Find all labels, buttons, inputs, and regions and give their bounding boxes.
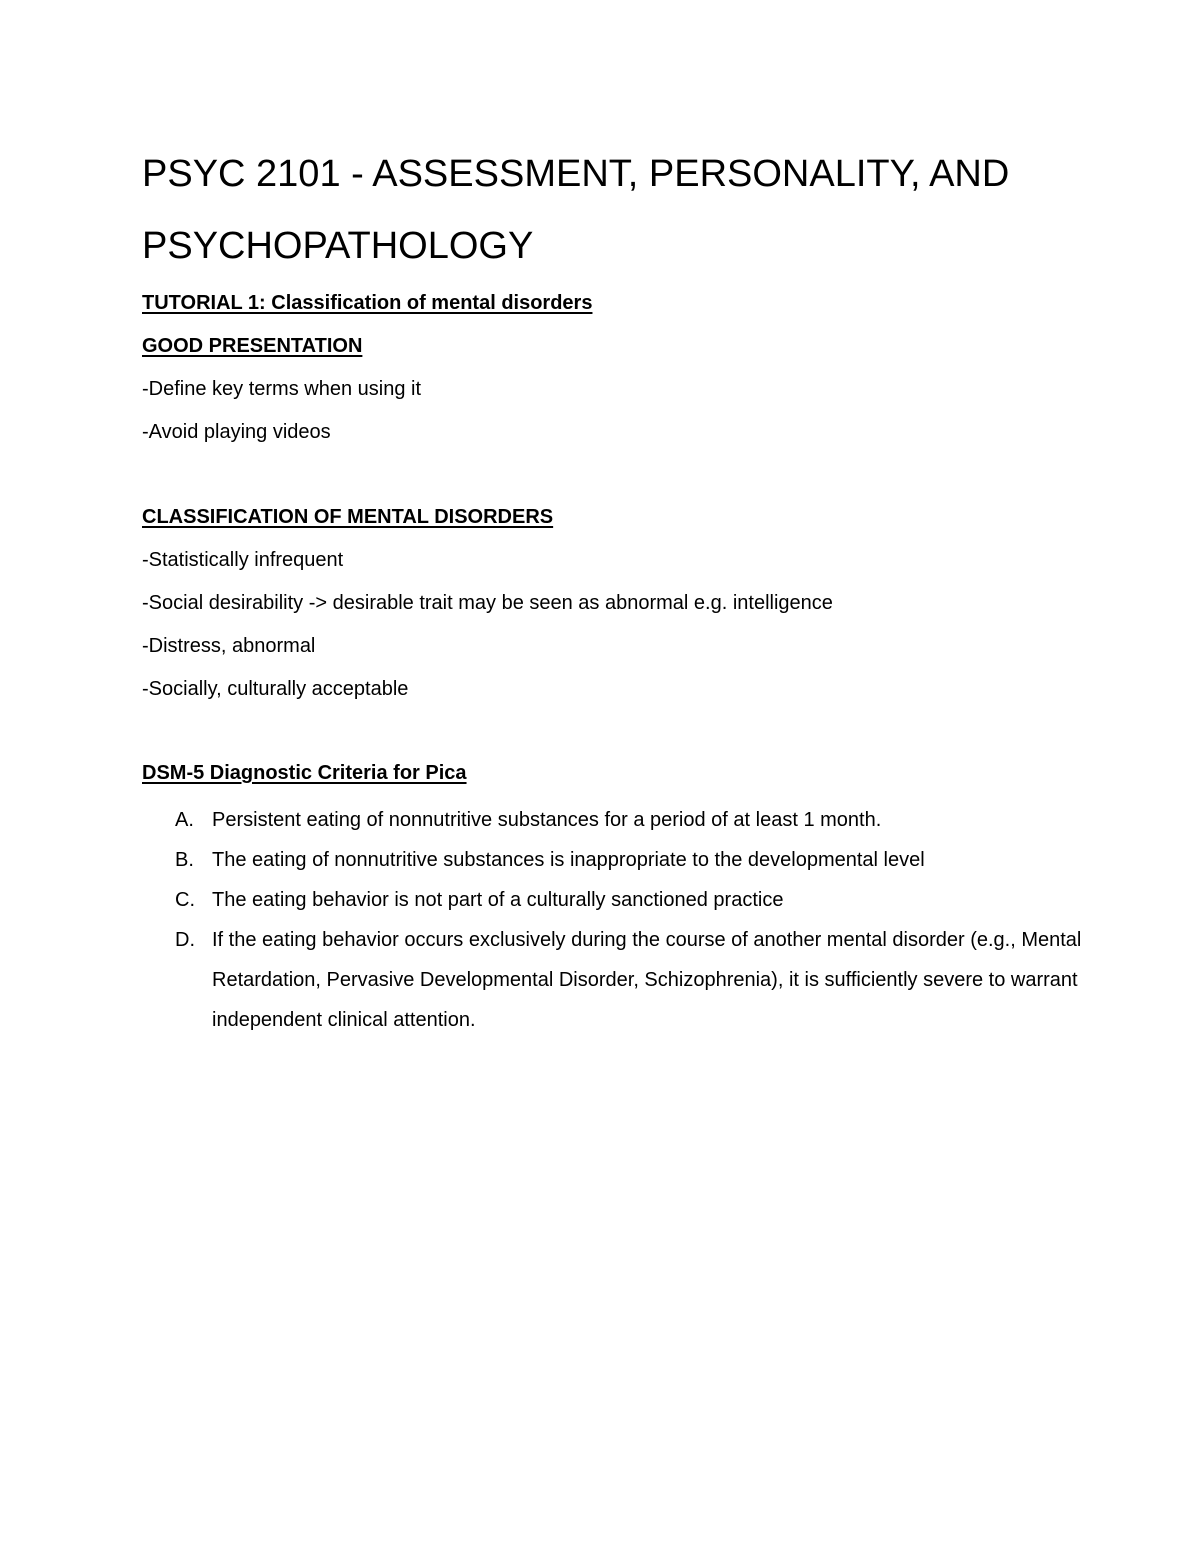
- criteria-text: The eating behavior is not part of a culturally sanctioned practice: [212, 889, 784, 911]
- criteria-item: [142, 920, 1102, 1040]
- classification-heading: CLASSIFICATION OF MENTAL DISORDERS: [142, 506, 554, 528]
- classification-item: -Distress, abnormal: [142, 635, 316, 657]
- criteria-item: [142, 840, 1102, 880]
- criteria-item: [142, 800, 1102, 840]
- classification-item: -Socially, culturally acceptable: [142, 678, 409, 700]
- good-presentation-item: -Avoid playing videos: [142, 421, 331, 443]
- dsm5-criteria-list: [142, 800, 1102, 1040]
- document-title: PSYC 2101 - ASSESSMENT, PERSONALITY, AND PSYCHOPATHOLOGY: [142, 153, 1010, 267]
- criteria-marker: B.: [175, 849, 194, 871]
- criteria-marker: A.: [175, 809, 194, 831]
- criteria-text: The eating of nonnutritive substances is inappropriate to the developmental level: [212, 849, 925, 871]
- criteria-marker: C.: [175, 889, 195, 911]
- tutorial-heading: TUTORIAL 1: Classification of mental disorders: [142, 292, 593, 314]
- criteria-item: [142, 880, 1102, 920]
- good-presentation-heading: GOOD PRESENTATION: [142, 335, 363, 357]
- classification-item: -Statistically infrequent: [142, 549, 344, 571]
- criteria-text: If the eating behavior occurs exclusively during the course of another mental disorder (e.g., Mental Retardation, Pervasive Developmental Disorder, Schizophrenia), it is sufficiently severe to warrant independent clinical attention.: [212, 929, 1082, 1031]
- dsm5-heading: DSM-5 Diagnostic Criteria for Pica: [142, 762, 467, 784]
- criteria-marker: D.: [175, 929, 195, 951]
- good-presentation-item: -Define key terms when using it: [142, 378, 422, 400]
- criteria-text: Persistent eating of nonnutritive substances for a period of at least 1 month.: [212, 809, 882, 831]
- classification-item: -Social desirability -> desirable trait may be seen as abnormal e.g. intelligence: [142, 592, 833, 614]
